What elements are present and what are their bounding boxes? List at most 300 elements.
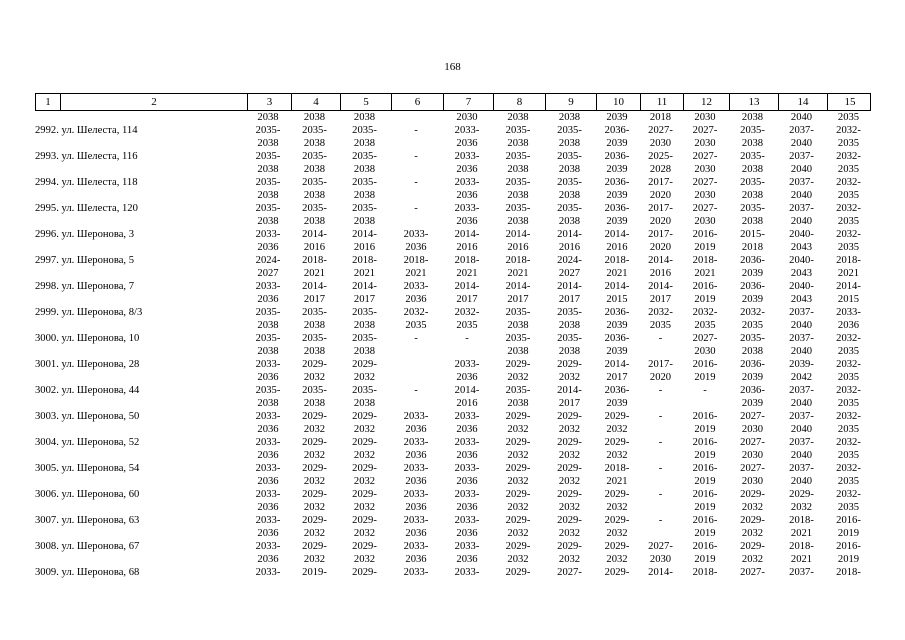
row-end-year-col-6: 2021 xyxy=(405,268,427,279)
row-address: 3005. ул. Шеронова, 54 xyxy=(35,463,140,474)
row-start-year-col-12: - xyxy=(703,385,707,396)
row-start-year-col-11: 2017- xyxy=(648,203,673,214)
row-start-year-col-10: 2014- xyxy=(604,229,630,240)
row-end-year-col-3: 2036 xyxy=(257,424,279,435)
row-start-year-col-13: 2035- xyxy=(740,125,765,136)
row-address: 2999. ул. Шеронова, 8/3 xyxy=(35,307,143,318)
row-end-year-col-4: 2038 xyxy=(303,320,326,331)
row-end-year-col-14: 2042 xyxy=(790,372,813,383)
header-col-11: 11 xyxy=(640,94,683,110)
row-end-year-col-12: 2019 xyxy=(694,476,716,487)
row-start-year-col-13: 2029- xyxy=(740,515,765,526)
row-end-year-col-6: 2036 xyxy=(405,294,427,305)
continuation-cell-col-12: 2030 xyxy=(694,112,716,123)
row-start-year-col-4: 2035- xyxy=(302,385,327,396)
row-start-year-col-7: 2033- xyxy=(454,359,480,370)
row-end-year-col-5: 2032 xyxy=(353,502,376,513)
header-col-1: 1 xyxy=(45,96,51,108)
table-row xyxy=(35,436,871,449)
row-start-year-col-15: 2032- xyxy=(836,411,861,422)
table-row xyxy=(35,332,871,345)
row-end-year-col-13: 2032 xyxy=(741,502,764,513)
row-end-year-col-4: 2032 xyxy=(303,476,326,487)
row-end-year-col-12: 2030 xyxy=(694,190,716,201)
table-row xyxy=(35,306,871,319)
row-start-year-col-4: 2029- xyxy=(302,411,327,422)
row-start-year-col-3: 2035- xyxy=(255,177,281,188)
row-start-year-col-13: 2029- xyxy=(740,541,765,552)
row-end-year-col-3: 2038 xyxy=(257,398,279,409)
row-end-year-col-10: 2039 xyxy=(606,164,628,175)
row-start-year-col-7: 2033- xyxy=(454,463,480,474)
row-end-year-col-13: 2039 xyxy=(741,398,764,409)
row-start-year-col-6: - xyxy=(414,203,418,214)
row-start-year-col-7: 2033- xyxy=(454,437,480,448)
row-start-year-col-10: 2036- xyxy=(604,307,630,318)
row-end-year-col-12: 2019 xyxy=(694,372,716,383)
row-start-year-col-11: 2014- xyxy=(648,567,673,578)
row-start-year-col-10: 2014- xyxy=(604,281,630,292)
row-start-year-col-13: 2036- xyxy=(740,359,765,370)
row-end-year-col-15: 2021 xyxy=(837,268,860,279)
table-row-continuation xyxy=(35,527,871,540)
row-start-year-col-9: 2035- xyxy=(557,203,582,214)
row-start-year-col-9: 2035- xyxy=(557,307,582,318)
row-end-year-col-15: 2035 xyxy=(837,346,860,357)
continuation-cell-col-7: 2030 xyxy=(456,112,478,123)
row-end-year-col-7: 2036 xyxy=(456,190,478,201)
row-end-year-col-14: 2040 xyxy=(790,320,813,331)
row-start-year-col-7: 2014- xyxy=(454,385,480,396)
row-start-year-col-8: 2029- xyxy=(505,515,531,526)
row-end-year-col-9: 2038 xyxy=(558,346,581,357)
row-end-year-col-10: 2015 xyxy=(606,294,628,305)
row-end-year-col-15: 2019 xyxy=(837,528,860,539)
row-start-year-col-9: 2035- xyxy=(557,177,582,188)
row-start-year-col-7: - xyxy=(465,333,469,344)
row-start-year-col-14: 2037- xyxy=(789,203,814,214)
row-start-year-col-8: 2029- xyxy=(505,463,531,474)
row-start-year-col-12: 2016- xyxy=(692,437,718,448)
continuation-cell-col-14: 2040 xyxy=(790,112,813,123)
row-end-year-col-12: 2030 xyxy=(694,138,716,149)
row-end-year-col-10: 2032 xyxy=(606,450,628,461)
row-start-year-col-11: 2014- xyxy=(648,255,673,266)
row-end-year-col-7: 2035 xyxy=(456,320,478,331)
row-start-year-col-13: 2015- xyxy=(740,229,765,240)
header-col-8: 8 xyxy=(493,94,545,110)
row-end-year-col-8: 2032 xyxy=(507,554,529,565)
row-start-year-col-6: - xyxy=(414,385,418,396)
row-start-year-col-3: 2033- xyxy=(255,463,281,474)
header-col-5: 5 xyxy=(340,94,391,110)
row-start-year-col-8: 2029- xyxy=(505,567,531,578)
row-start-year-col-12: 2016- xyxy=(692,411,718,422)
row-end-year-col-14: 2040 xyxy=(790,190,813,201)
row-end-year-col-13: 2018 xyxy=(741,242,764,253)
row-end-year-col-13: 2032 xyxy=(741,554,764,565)
row-start-year-col-10: 2029- xyxy=(604,437,630,448)
row-start-year-col-10: 2036- xyxy=(604,151,630,162)
row-end-year-col-8: 2038 xyxy=(507,398,529,409)
row-address: 3000. ул. Шеронова, 10 xyxy=(35,333,140,344)
row-address: 3007. ул. Шеронова, 63 xyxy=(35,515,140,526)
row-end-year-col-4: 2017 xyxy=(303,294,326,305)
row-start-year-col-5: 2035- xyxy=(352,203,377,214)
row-start-year-col-12: 2016- xyxy=(692,359,718,370)
row-start-year-col-13: 2035- xyxy=(740,151,765,162)
row-end-year-col-5: 2021 xyxy=(353,268,376,279)
row-end-year-col-13: 2038 xyxy=(741,190,764,201)
row-end-year-col-10: 2039 xyxy=(606,190,628,201)
row-start-year-col-15: 2032- xyxy=(836,333,861,344)
row-start-year-col-6: 2033- xyxy=(403,437,429,448)
row-end-year-col-9: 2032 xyxy=(558,372,581,383)
row-start-year-col-14: 2040- xyxy=(789,255,814,266)
row-start-year-col-13: 2036- xyxy=(740,385,765,396)
row-start-year-col-6: - xyxy=(414,333,418,344)
row-start-year-col-9: 2029- xyxy=(557,489,582,500)
row-address: 3003. ул. Шеронова, 50 xyxy=(35,411,140,422)
row-start-year-col-11: 2017- xyxy=(648,229,673,240)
table-row-continuation xyxy=(35,293,871,306)
row-start-year-col-14: 2037- xyxy=(789,385,814,396)
row-end-year-col-3: 2038 xyxy=(257,216,279,227)
page-number: 168 xyxy=(444,61,461,73)
row-start-year-col-6: 2033- xyxy=(403,567,429,578)
row-start-year-col-9: 2029- xyxy=(557,411,582,422)
row-start-year-col-6: 2033- xyxy=(403,281,429,292)
row-end-year-col-14: 2043 xyxy=(790,242,813,253)
row-end-year-col-14: 2040 xyxy=(790,398,813,409)
row-start-year-col-10: 2029- xyxy=(604,489,630,500)
row-start-year-col-3: 2035- xyxy=(255,203,281,214)
continuation-cell-col-11: 2018 xyxy=(649,112,672,123)
row-start-year-col-3: 2033- xyxy=(255,489,281,500)
row-start-year-col-6: 2033- xyxy=(403,489,429,500)
row-start-year-col-9: 2014- xyxy=(557,229,582,240)
row-end-year-col-5: 2032 xyxy=(353,450,376,461)
row-end-year-col-13: 2030 xyxy=(741,424,764,435)
row-start-year-col-10: 2036- xyxy=(604,385,630,396)
table-row-continuation xyxy=(35,449,871,462)
row-end-year-col-7: 2036 xyxy=(456,164,478,175)
row-start-year-col-15: 2018- xyxy=(836,567,861,578)
row-end-year-col-4: 2032 xyxy=(303,372,326,383)
row-start-year-col-11: - xyxy=(658,411,663,422)
row-end-year-col-8: 2016 xyxy=(507,242,529,253)
row-end-year-col-7: 2036 xyxy=(456,502,478,513)
row-start-year-col-12: 2016- xyxy=(692,281,718,292)
row-start-year-col-8: 2029- xyxy=(505,411,531,422)
row-start-year-col-12: 2027- xyxy=(692,177,718,188)
row-end-year-col-15: 2019 xyxy=(837,554,860,565)
row-start-year-col-3: 2035- xyxy=(255,385,281,396)
row-end-year-col-10: 2021 xyxy=(606,476,628,487)
row-start-year-col-3: 2035- xyxy=(255,307,281,318)
row-start-year-col-11: - xyxy=(658,385,663,396)
row-start-year-col-3: 2033- xyxy=(255,229,281,240)
row-start-year-col-7: 2033- xyxy=(454,489,480,500)
row-start-year-col-14: 2037- xyxy=(789,567,814,578)
row-start-year-col-13: 2036- xyxy=(740,281,765,292)
row-end-year-col-13: 2032 xyxy=(741,528,764,539)
row-end-year-col-10: 2032 xyxy=(606,528,628,539)
row-start-year-col-9: 2029- xyxy=(557,515,582,526)
row-start-year-col-15: 2032- xyxy=(836,385,861,396)
row-start-year-col-4: 2014- xyxy=(302,281,327,292)
row-end-year-col-10: 2032 xyxy=(606,554,628,565)
row-end-year-col-15: 2035 xyxy=(837,450,860,461)
row-end-year-col-3: 2038 xyxy=(257,320,279,331)
row-end-year-col-3: 2038 xyxy=(257,138,279,149)
row-end-year-col-4: 2038 xyxy=(303,190,326,201)
row-end-year-col-4: 2032 xyxy=(303,424,326,435)
row-end-year-col-12: 2030 xyxy=(694,346,716,357)
row-end-year-col-7: 2036 xyxy=(456,216,478,227)
row-start-year-col-9: 2029- xyxy=(557,437,582,448)
table-row xyxy=(35,540,871,553)
table-row xyxy=(35,410,871,423)
row-start-year-col-8: 2035- xyxy=(505,203,531,214)
row-start-year-col-14: 2037- xyxy=(789,333,814,344)
row-start-year-col-7: 2033- xyxy=(454,541,480,552)
row-end-year-col-13: 2039 xyxy=(741,294,764,305)
header-col-6: 6 xyxy=(391,94,443,110)
row-start-year-col-15: 2016- xyxy=(836,541,861,552)
row-start-year-col-8: 2035- xyxy=(505,177,531,188)
row-start-year-col-13: 2035- xyxy=(740,177,765,188)
table-row-continuation xyxy=(35,345,871,358)
row-start-year-col-5: 2018- xyxy=(352,255,377,266)
header-col-9: 9 xyxy=(545,94,596,110)
row-start-year-col-10: 2036- xyxy=(604,333,630,344)
table-row xyxy=(35,384,871,397)
row-end-year-col-10: 2039 xyxy=(606,216,628,227)
row-end-year-col-12: 2030 xyxy=(694,164,716,175)
row-end-year-col-7: 2036 xyxy=(456,138,478,149)
row-start-year-col-14: 2037- xyxy=(789,307,814,318)
row-end-year-col-5: 2038 xyxy=(353,320,376,331)
row-end-year-col-4: 2032 xyxy=(303,528,326,539)
row-start-year-col-15: 2033- xyxy=(836,307,861,318)
row-start-year-col-4: 2014- xyxy=(302,229,327,240)
row-address: 3006. ул. Шеронова, 60 xyxy=(35,489,140,500)
row-start-year-col-14: 2037- xyxy=(789,125,814,136)
row-end-year-col-3: 2038 xyxy=(257,190,279,201)
row-start-year-col-5: 2035- xyxy=(352,333,377,344)
row-end-year-col-11: 2016 xyxy=(649,268,672,279)
row-end-year-col-14: 2040 xyxy=(790,216,813,227)
row-start-year-col-8: 2018- xyxy=(505,255,531,266)
row-start-year-col-10: 2029- xyxy=(604,567,630,578)
row-start-year-col-15: 2018- xyxy=(836,255,861,266)
row-end-year-col-6: 2035 xyxy=(405,320,427,331)
row-end-year-col-8: 2038 xyxy=(507,164,529,175)
row-end-year-col-9: 2016 xyxy=(558,242,581,253)
row-start-year-col-9: 2035- xyxy=(557,151,582,162)
row-start-year-col-9: 2035- xyxy=(557,125,582,136)
row-end-year-col-4: 2032 xyxy=(303,502,326,513)
row-start-year-col-14: 2037- xyxy=(789,411,814,422)
row-end-year-col-11: 2035 xyxy=(649,320,672,331)
row-start-year-col-12: 2016- xyxy=(692,463,718,474)
row-start-year-col-11: - xyxy=(658,437,663,448)
row-start-year-col-15: 2032- xyxy=(836,125,861,136)
row-start-year-col-10: 2018- xyxy=(604,255,630,266)
row-end-year-col-7: 2036 xyxy=(456,450,478,461)
row-start-year-col-6: 2018- xyxy=(403,255,429,266)
row-end-year-col-9: 2032 xyxy=(558,554,581,565)
row-start-year-col-3: 2033- xyxy=(255,567,281,578)
row-start-year-col-7: 2033- xyxy=(454,125,480,136)
row-end-year-col-15: 2035 xyxy=(837,476,860,487)
row-start-year-col-5: 2029- xyxy=(352,437,377,448)
row-start-year-col-8: 2029- xyxy=(505,489,531,500)
row-start-year-col-8: 2029- xyxy=(505,359,531,370)
continuation-cell-col-10: 2039 xyxy=(606,112,628,123)
row-start-year-col-14: 2037- xyxy=(789,177,814,188)
row-end-year-col-12: 2030 xyxy=(694,216,716,227)
row-address: 2998. ул. Шеронова, 7 xyxy=(35,281,135,292)
row-end-year-col-14: 2021 xyxy=(790,528,813,539)
row-end-year-col-12: 2019 xyxy=(694,294,716,305)
row-end-year-col-11: 2020 xyxy=(649,372,672,383)
row-end-year-col-8: 2038 xyxy=(507,320,529,331)
table-row-continuation xyxy=(35,241,871,254)
row-start-year-col-9: 2029- xyxy=(557,541,582,552)
row-end-year-col-8: 2038 xyxy=(507,138,529,149)
row-start-year-col-12: 2027- xyxy=(692,203,718,214)
row-start-year-col-5: 2014- xyxy=(352,281,377,292)
row-end-year-col-8: 2032 xyxy=(507,450,529,461)
row-start-year-col-3: 2024- xyxy=(255,255,281,266)
row-start-year-col-7: 2018- xyxy=(454,255,480,266)
row-end-year-col-14: 2040 xyxy=(790,164,813,175)
row-start-year-col-4: 2035- xyxy=(302,177,327,188)
row-start-year-col-9: 2029- xyxy=(557,359,582,370)
row-start-year-col-5: 2035- xyxy=(352,385,377,396)
row-end-year-col-3: 2036 xyxy=(257,450,279,461)
row-address: 2992. ул. Шелеста, 114 xyxy=(35,125,138,136)
row-start-year-col-6: - xyxy=(414,125,418,136)
row-end-year-col-5: 2032 xyxy=(353,528,376,539)
row-end-year-col-7: 2036 xyxy=(456,554,478,565)
row-start-year-col-11: - xyxy=(658,463,663,474)
row-end-year-col-11: 2020 xyxy=(649,190,672,201)
row-start-year-col-13: 2029- xyxy=(740,489,765,500)
row-end-year-col-4: 2038 xyxy=(303,346,326,357)
row-end-year-col-9: 2017 xyxy=(558,294,581,305)
row-start-year-col-11: 2017- xyxy=(648,177,673,188)
row-start-year-col-11: - xyxy=(658,333,663,344)
row-start-year-col-3: 2033- xyxy=(255,541,281,552)
row-end-year-col-5: 2032 xyxy=(353,372,376,383)
table-row-continuation xyxy=(35,319,871,332)
row-end-year-col-14: 2040 xyxy=(790,424,813,435)
row-end-year-col-7: 2036 xyxy=(456,372,478,383)
continuation-cell-col-13: 2038 xyxy=(741,112,764,123)
row-end-year-col-12: 2019 xyxy=(694,242,716,253)
row-end-year-col-11: 2030 xyxy=(649,138,672,149)
row-start-year-col-5: 2029- xyxy=(352,463,377,474)
row-start-year-col-4: 2035- xyxy=(302,203,327,214)
row-start-year-col-11: 2025- xyxy=(648,151,673,162)
row-start-year-col-14: 2039- xyxy=(789,359,814,370)
row-end-year-col-7: 2036 xyxy=(456,424,478,435)
row-end-year-col-5: 2038 xyxy=(353,138,376,149)
row-end-year-col-8: 2032 xyxy=(507,528,529,539)
row-start-year-col-10: 2029- xyxy=(604,411,630,422)
row-start-year-col-5: 2029- xyxy=(352,515,377,526)
row-end-year-col-13: 2038 xyxy=(741,138,764,149)
row-start-year-col-13: 2032- xyxy=(740,307,765,318)
row-start-year-col-11: - xyxy=(658,489,663,500)
row-end-year-col-15: 2035 xyxy=(837,372,860,383)
row-start-year-col-5: 2029- xyxy=(352,541,377,552)
row-start-year-col-11: 2032- xyxy=(648,307,673,318)
row-end-year-col-12: 2021 xyxy=(694,268,716,279)
row-start-year-col-4: 2029- xyxy=(302,541,327,552)
row-start-year-col-12: 2018- xyxy=(692,567,718,578)
row-end-year-col-14: 2043 xyxy=(790,294,813,305)
row-start-year-col-4: 2029- xyxy=(302,463,327,474)
table-row-continuation xyxy=(35,137,871,150)
row-start-year-col-14: 2018- xyxy=(789,541,814,552)
row-end-year-col-5: 2032 xyxy=(353,554,376,565)
row-address: 2997. ул. Шеронова, 5 xyxy=(35,255,135,266)
row-start-year-col-15: 2032- xyxy=(836,489,861,500)
row-start-year-col-8: 2035- xyxy=(505,125,531,136)
table-row-continuation xyxy=(35,553,871,566)
row-start-year-col-14: 2037- xyxy=(789,151,814,162)
row-start-year-col-10: 2036- xyxy=(604,177,630,188)
row-start-year-col-7: 2033- xyxy=(454,177,480,188)
row-end-year-col-15: 2015 xyxy=(837,294,860,305)
row-end-year-col-15: 2035 xyxy=(837,216,860,227)
row-start-year-col-3: 2033- xyxy=(255,411,281,422)
row-end-year-col-14: 2040 xyxy=(790,346,813,357)
row-end-year-col-9: 2032 xyxy=(558,476,581,487)
row-start-year-col-12: 2032- xyxy=(692,307,718,318)
row-end-year-col-9: 2038 xyxy=(558,216,581,227)
row-start-year-col-13: 2027- xyxy=(740,567,765,578)
row-end-year-col-11: 2017 xyxy=(649,294,672,305)
continuation-cell-col-9: 2038 xyxy=(558,112,581,123)
row-start-year-col-15: 2032- xyxy=(836,177,861,188)
row-start-year-col-6: 2033- xyxy=(403,515,429,526)
row-end-year-col-3: 2036 xyxy=(257,476,279,487)
row-end-year-col-15: 2035 xyxy=(837,190,860,201)
row-address: 2994. ул. Шелеста, 118 xyxy=(35,177,138,188)
row-end-year-col-3: 2036 xyxy=(257,372,279,383)
table-row xyxy=(35,124,871,137)
table-row-continuation xyxy=(35,501,871,514)
row-end-year-col-4: 2038 xyxy=(303,398,326,409)
row-end-year-col-8: 2038 xyxy=(507,216,529,227)
row-start-year-col-13: 2027- xyxy=(740,437,765,448)
row-end-year-col-7: 2021 xyxy=(456,268,478,279)
row-start-year-col-9: 2029- xyxy=(557,463,582,474)
row-start-year-col-13: 2035- xyxy=(740,333,765,344)
row-end-year-col-3: 2036 xyxy=(257,242,279,253)
row-start-year-col-13: 2036- xyxy=(740,255,765,266)
row-start-year-col-7: 2014- xyxy=(454,229,480,240)
table-row-continuation xyxy=(35,163,871,176)
row-end-year-col-13: 2039 xyxy=(741,372,764,383)
row-end-year-col-15: 2036 xyxy=(837,320,860,331)
row-end-year-col-7: 2036 xyxy=(456,476,478,487)
